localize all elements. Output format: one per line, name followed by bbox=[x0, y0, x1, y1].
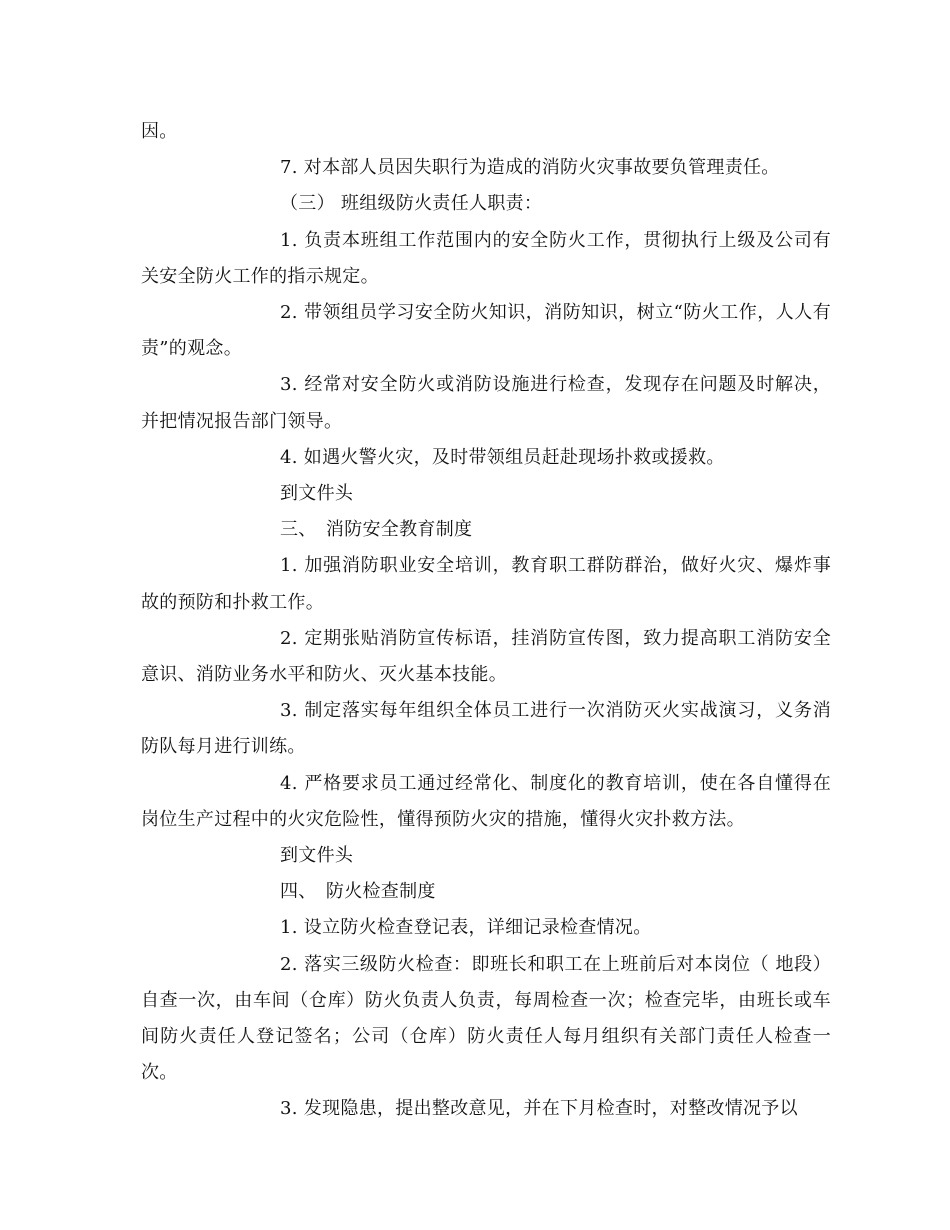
paragraph-education-item-4: 4. 严格要求员工通过经常化、制度化的教育培训，使在各自懂得在岗位生产过程中的火灾危险性，懂得预防火灾的措施，懂得火灾扑救方法。 bbox=[141, 772, 831, 830]
section-heading-team-duties: （三） 班组级防火责任人职责： bbox=[280, 193, 543, 215]
paragraph-continuation: 因。 bbox=[141, 121, 178, 142]
paragraph-inspection-item-1: 1. 设立防火检查登记表，详细记录检查情况。 bbox=[280, 917, 652, 939]
paragraph-team-item-2: 2. 带领组员学习安全防火知识，消防知识，树立“防火工作，人人有责”的观念。 bbox=[141, 302, 831, 360]
paragraph-inspection-item-3: 3. 发现隐患，提出整改意见，并在下月检查时，对整改情况予以 bbox=[280, 1098, 798, 1120]
paragraph-team-item-4: 4. 如遇火警火灾，及时带领组员赶赴现场扑救或援救。 bbox=[280, 446, 725, 468]
paragraph-education-item-2: 2. 定期张贴消防宣传标语，挂消防宣传图，致力提高职工消防安全意识、消防业务水平和防火、灭火基本技能。 bbox=[141, 627, 831, 686]
section-heading-education: 三、 消防安全教育制度 bbox=[280, 519, 473, 541]
paragraph-inspection-item-2: 2. 落实三级防火检查：即班长和职工在上班前后对本岗位（ 地段）自查一次，由车间（仓库）防火负责人负责，每周检查一次；检查完毕，由班长或车间防火责任人登记签名；公司（仓库）防火责任人每月组织有关部门责任人检查一次。 bbox=[141, 953, 831, 1084]
paragraph-item-7: 7. 对本部人员因失职行为造成的消防火灾事故要负管理责任。 bbox=[280, 157, 780, 179]
paragraph-education-item-1: 1. 加强消防职业安全培训，教育职工群防群治，做好火灾、爆炸事故的预防和扑救工作。 bbox=[141, 555, 831, 613]
paragraph-team-item-1: 1. 负责本班组工作范围内的安全防火工作，贯彻执行上级及公司有关安全防火工作的指示规定。 bbox=[141, 229, 831, 287]
back-to-top-link[interactable]: 到文件头 bbox=[280, 483, 354, 505]
section-heading-inspection: 四、 防火检查制度 bbox=[280, 881, 436, 903]
paragraph-team-item-3: 3. 经常对安全防火或消防设施进行检查，发现存在问题及时解决，并把情况报告部门领导。 bbox=[141, 374, 831, 432]
paragraph-education-item-3: 3. 制定落实每年组织全体员工进行一次消防灭火实战演习，义务消防队每月进行训练。 bbox=[141, 700, 831, 758]
back-to-top-link[interactable]: 到文件头 bbox=[280, 845, 354, 867]
document-body bbox=[141, 114, 831, 1128]
